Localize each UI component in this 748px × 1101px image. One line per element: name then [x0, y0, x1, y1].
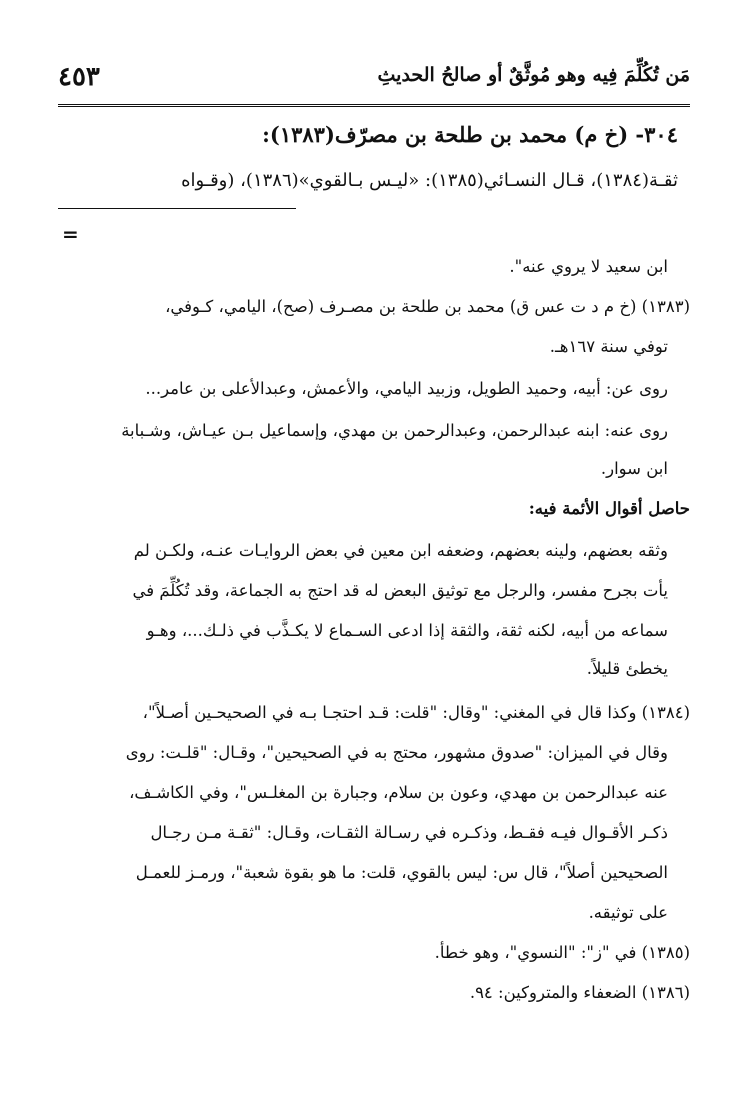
footnote-line: (١٣٨٥) في "ز": "النسوي"، وهو خطأ.	[434, 943, 690, 962]
footnote-line: (١٣٨٤) وكذا قال في المغني: "وقال: "قلت: قـد احتجـا بـه في الصحيحـين أصـلاً"،	[142, 703, 690, 722]
continuation-mark: =	[62, 222, 79, 246]
entry-heading: ٣٠٤- (خ م) محمد بن طلحة بن مصرّف(١٣٨٣):	[262, 122, 678, 147]
footnote-line: الصحيحين أصلاً"، قال س: ليس بالقوي، قلت: ما هو بقوة شعبة"، ورمـز للعمـل	[135, 863, 668, 882]
footnote-line: وثقه بعضهم، ولينه بعضهم، وضعفه ابن معين في بعض الروايـات عنـه، ولكـن لم	[133, 541, 668, 560]
footnote-line: ذكـر الأقـوال فيـه فقـط، وذكـره في رسـالة الثقـات، وقـال: "ثقـة مـن رجـال	[150, 823, 668, 842]
footnote-line: عنه عبدالرحمن بن مهدي، وعون بن سلام، وجبارة بن المغلـس"، وفي الكاشـف،	[129, 783, 668, 802]
footnote-line: سماعه من أبيه، لكنه ثقة، والثقة إذا ادعى السـماع لا يكـذَّب في ذلـك...، وهـو	[146, 621, 668, 640]
footnote-line: ابن سعيد لا يروي عنه".	[509, 257, 668, 276]
footnote-line: توفي سنة ١٦٧هـ.	[549, 337, 668, 356]
running-title: مَن تُكُلِّمَ فِيه وهو مُوثَّقٌ أو صالحُ الحديثِ	[377, 64, 690, 86]
entry-text: ثقـة(١٣٨٤)، قـال النسـائي(١٣٨٥): «ليـس بـالقوي»(١٣٨٦)، (وقـواه	[181, 170, 678, 191]
footnote-line: (١٣٨٦) الضعفاء والمتروكين: ٩٤.	[469, 983, 690, 1002]
footnote-line: وقال في الميزان: "صدوق مشهور، محتج به في الصحيحين"، وقـال: "قلـت: روى	[125, 743, 668, 762]
footnote-line: يخطئ قليلاً.	[586, 659, 668, 678]
footnote-line: على توثيقه.	[588, 903, 668, 922]
footnote-line: ابن سوار.	[600, 459, 668, 478]
page-number: ٤٥٣	[58, 62, 100, 92]
header-rule	[58, 104, 690, 109]
footnote-line: روى عنه: ابنه عبدالرحمن، وعبدالرحمن بن مهدي، وإسماعيل بـن عيـاش، وشـبابة	[121, 421, 668, 440]
footnote-separator	[58, 208, 296, 209]
footnote-subheading: حاصل أقوال الأئمة فيه:	[528, 499, 690, 518]
footnote-line: (١٣٨٣) (خ م د ت عس ق) محمد بن طلحة بن مصـرف (صح)، اليامي، كـوفي،	[165, 297, 690, 316]
footnote-line: يأت بجرح مفسر، والرجل مع توثيق البعض له قد احتج به الجماعة، وقد تُكُلِّمَ في	[132, 581, 668, 600]
footnote-line: روى عن: أبيه، وحميد الطويل، وزبيد اليامي، والأعمش، وعبدالأعلى بن عامر...	[145, 379, 668, 398]
page-header	[58, 62, 690, 98]
